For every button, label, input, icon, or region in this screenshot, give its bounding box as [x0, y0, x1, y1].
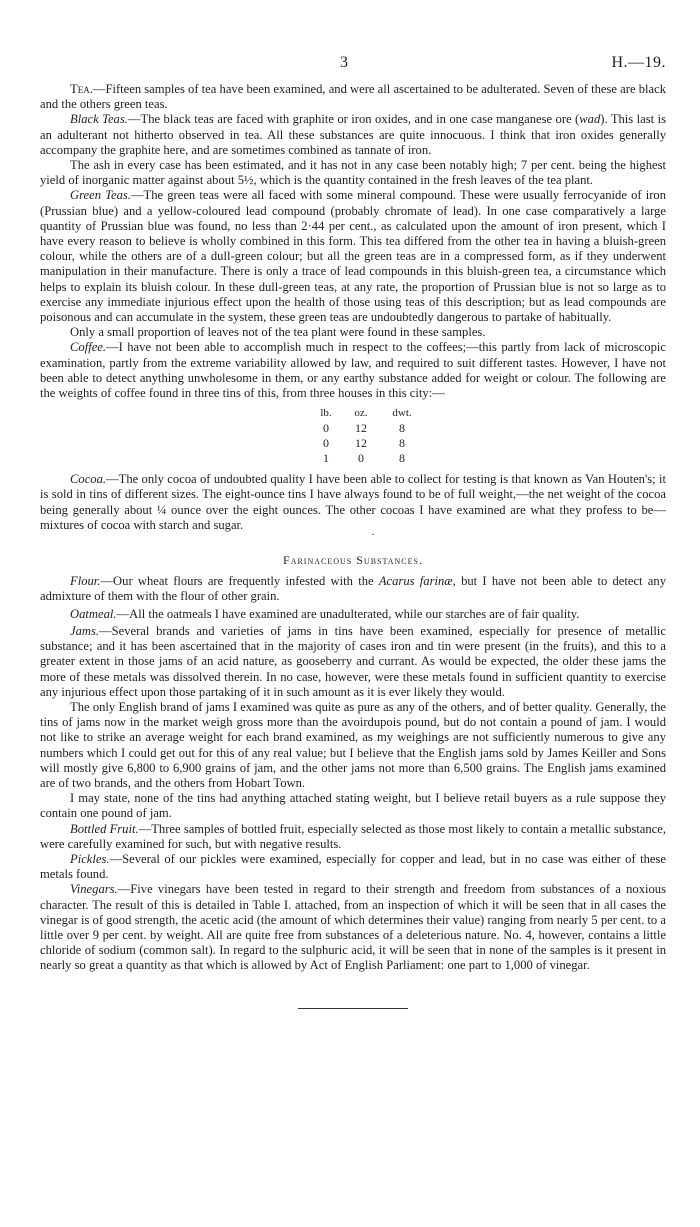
- paragraph-english-jams: The only English brand of jams I examined was quite as pure as any of the others, and of better quality. Generally, the tins of jams now in the market weigh gross more than the avoirdupois pound, but do not contain a pound of jam. I would not like to strike an average weight for each brand examined, as my weighings are not sufficiently numerous to give any numbers which I could get out for this of any real value; but I believe that the English jams sold by James Keiller and Sons will mostly give 6,800 to 6,900 grains of jam, and the other jams not more than 6,500 grains. The English jams examined are of two brands, and the others from Hobart Town.: [40, 699, 666, 790]
- text-vinegars: —Five vinegars have been tested in regard to their strength and freedom from substances of a noxious character. The result of this is detailed in Table I. attached, from an inspection of which it will be seen that in all cases the vinegar is of good strength, the acetic acid (the amount of which determines their value) ranging from nearly 5 per cent. to a little over 9 per cent. by weight. All are quite free from substances of a deleterious nature. No. 4, however, contains a little chloride of sodium (common salt). In regard to the sulphuric acid, it will be seen that in none of the samples is it present in nearly so great a quantity as that which is allowed by Act of English Parliament: one part to 1,000 of vinegar.: [40, 882, 666, 973]
- text-pickles: —Several of our pickles were examined, especially for copper and lead, but in no case was either of these metals found.: [40, 851, 666, 882]
- heading-pickles: Pickles.: [70, 851, 110, 866]
- header-oz: oz.: [354, 407, 368, 420]
- paragraph-coffee: [40, 340, 666, 401]
- table-row: [312, 421, 422, 436]
- text-black-teas-1: —The black teas are faced with graphite or iron oxides, and in one case manganese ore (: [127, 112, 580, 127]
- table-header-row: [312, 406, 422, 421]
- text-green-teas: —The green teas were all faced with some mineral compound. These were usually ferrocyanide of iron (Prussian blue) and a yellow-coloured lead compound (probably chromate of lead). In one case comparatively a large quantity of Prussian blue was found, no less than 2·44 per cent., as calculated upon the amount of iron present, which I have every reason to believe is wholly combined in this form. This tea differed from the other tea in having a bluish-green colour, while the others are of a dull-green colour; but all the green teas are in a compressed form, as if they underwent manipulation in their manufacture. There is only a trace of lead compounds in this bluish-green tea, a circumstance which helps to explain its bluish colour. In these dull-green teas, at any rate, the proportion of Prussian blue is not so large as to exercise any immediate injurious effect upon the health of those using teas of this description; but as lead compounds are poisonous and can accumulate in the system, these green teas are undoubtedly dangerous to partake of habitually.: [40, 188, 667, 325]
- heading-black-teas: Black Teas.: [70, 112, 128, 127]
- heading-coffee: Coffee.: [70, 340, 107, 355]
- paragraph-vinegars: [40, 882, 666, 973]
- text-black-teas-2: ). This last is an adulterant not hitherto observed in tea. All these substances are quite innocuous. I think that iron oxides generally accompany the graphite here, and are sometimes combined as tannate of iron.: [40, 112, 666, 157]
- header-lb: lb.: [320, 407, 332, 420]
- text-coffee: —I have not been able to accomplish much in respect to the coffees;—this partly from lack of microscopic examination, partly from the extreme variability allowed by law, and required to suit different tastes. However, I have not been able to detect anything unwholesome in them, or any earthy substance added for weight or colour. The following are the weights of coffee found in three tins of this, from three houses in this city:—: [40, 340, 666, 401]
- heading-tea: Tea.: [70, 82, 93, 96]
- paragraph-oatmeal: [40, 607, 666, 622]
- text-flour-2: , but I have not been able to detect any admixture of them with the flour of other grain.: [40, 574, 666, 604]
- paragraph-bottled-fruit: [40, 822, 666, 852]
- text-tea: —Fifteen samples of tea have been examined, and were all ascertained to be adulterated. Seven of these are black and the others green teas.: [40, 82, 666, 112]
- paragraph-leaves: Only a small proportion of leaves not of the tea plant were found in these samples.: [70, 325, 486, 340]
- page-number: 3: [340, 54, 348, 71]
- document-body: [40, 82, 666, 1009]
- table-cell: 12: [355, 436, 367, 451]
- text-bottled-fruit: —Three samples of bottled fruit, especially selected as those most likely to contain a metallic substance, were carefully examined for such, but with negative results.: [40, 821, 666, 851]
- heading-bottled-fruit: Bottled Fruit.: [70, 821, 139, 836]
- text-acarus: Acarus farinæ: [378, 574, 453, 589]
- stray-dot: ·: [371, 530, 375, 542]
- paragraph-cocoa: [40, 472, 666, 533]
- heading-green-teas: Green Teas.: [70, 188, 131, 203]
- table-cell: 8: [399, 451, 405, 466]
- section-heading-farinaceous: Farinaceous Substances.: [283, 553, 423, 568]
- table-row: [312, 436, 422, 451]
- text-jams: —Several brands and varieties of jams in tins have been examined, especially for presence of metallic substance; and it has been ascertained that in the majority of cases iron and tin were present (in the fruits), and this to a greater extent in those jams of an acid nature, as gooseberry and currant. As would be expected, the older these jams the more of these metals was dissolved therein. In no case, however, were these metals found in sufficient quantity to exercise any injurious effect upon those partaking of it in such amount as it is ever likely they would.: [40, 623, 666, 699]
- paragraph-pickles: [40, 852, 666, 882]
- paragraph-black-teas: [40, 112, 666, 158]
- text-wad: wad: [579, 112, 601, 127]
- heading-oatmeal: Oatmeal.: [70, 606, 117, 621]
- table-cell: 12: [355, 421, 367, 436]
- table-cell: 0: [323, 421, 329, 436]
- paragraph-tea: [40, 82, 666, 112]
- header-dwt: dwt.: [392, 407, 412, 420]
- paragraph-flour: [40, 574, 666, 604]
- text-oatmeal: —All the oatmeals I have examined are unadulterated, while our starches are of fair quality.: [116, 606, 580, 621]
- paragraph-ash: The ash in every case has been estimated, and it has not in any case been notably high; 7 per cent. being the highest yield of inorganic matter against about 5½, which is the quantity contained in the fresh leaves of the tea plant.: [40, 158, 666, 188]
- heading-cocoa: Cocoa.: [70, 472, 107, 487]
- text-cocoa: —The only cocoa of undoubted quality I have been able to collect for testing is that known as Van Houten's; it is sold in tins of different sizes. The eight-ounce tins I have always found to be of full weight,—the net weight of the cocoa being generally about ¼ ounce over the eight ounces. The other cocoas I have examined are what they profess to be—mixtures of cocoa with starch and sugar.: [40, 472, 666, 532]
- table-cell: 0: [323, 436, 329, 451]
- page-header: [0, 54, 700, 76]
- table-row: [312, 451, 422, 466]
- paragraph-green-teas: [40, 188, 666, 325]
- table-cell: 8: [399, 436, 405, 451]
- text-flour-1: —Our wheat flours are frequently infested with the: [100, 574, 379, 589]
- coffee-weights-table: [312, 406, 422, 466]
- document-reference: H.—19.: [611, 54, 666, 71]
- table-cell: 0: [358, 451, 364, 466]
- heading-vinegars: Vinegars.: [70, 882, 118, 897]
- heading-flour: Flour.: [70, 574, 101, 589]
- paragraph-jams: [40, 624, 666, 700]
- closing-rule: [298, 1008, 408, 1009]
- table-cell: 8: [399, 421, 405, 436]
- paragraph-tins-state: I may state, none of the tins had anything attached stating weight, but I believe retail buyers as a rule suppose they contain one pound of jam.: [40, 791, 666, 821]
- heading-jams: Jams.: [70, 623, 100, 638]
- table-cell: 1: [323, 451, 329, 466]
